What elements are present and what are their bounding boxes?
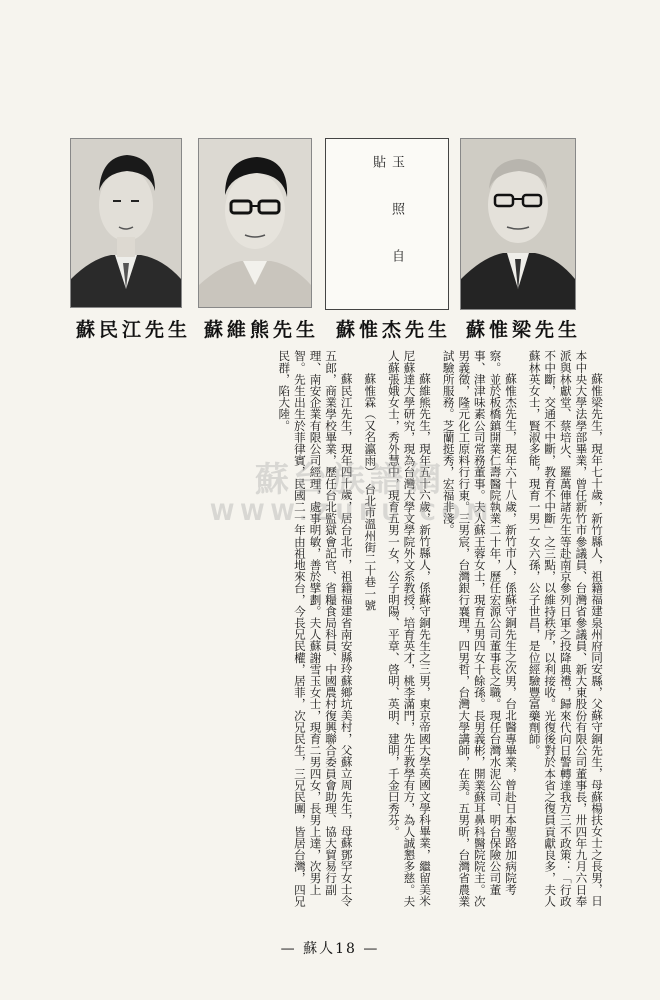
portrait-image bbox=[461, 139, 575, 309]
biography-text bbox=[62, 350, 604, 910]
page-number: — 蘇人18 — bbox=[280, 941, 380, 957]
biography-paragraph: 蘇維熊先生，現年五十六歲，新竹縣人，係蘇守銅先生之三男，東京帝國大學英國文學科畢業，繼留美米尼蘇達大學研究，現為台灣大學文學院外文系教授，培育英才，桃李滿門，先生教學有方，為人誠懇多慈。夫人蘇張娥女士，秀外慧中，現育五男一女，公子明陽、平章、啓明、英明、建明，千金曰秀芬。 bbox=[386, 350, 433, 907]
portrait-image bbox=[71, 139, 181, 307]
watermark-text: 蘇台族譜網 bbox=[255, 460, 445, 500]
portrait-image bbox=[199, 139, 311, 307]
address-line: 蘇惟霖（又名瀛雨） 台北市溫州街二十巷一號 bbox=[363, 373, 378, 611]
portrait-photo-4 bbox=[460, 138, 576, 310]
caption-4: 蘇惟梁先生 bbox=[466, 319, 582, 341]
watermark-url: WWW.ZUPU.COM bbox=[210, 501, 495, 526]
photo-mount-placeholder bbox=[325, 138, 449, 310]
biography-paragraph: 蘇惟梁先生，現年七十歲，新竹縣人，祖籍福建泉州府同安縣，父蘇守銅先生，母蘇楊扶女士之長男，日本中央大學法學部畢業，曾任新竹市參議員、台灣省參議員、新大東股份有限公司董事長，卅四年九月六日奉派與林獻堂、蔡培火、羅萬俥諸先生等赴南京參列日軍之投降典禮，歸來代向日警轉達我方三不政策：「行政不中斷，交通不中斷，教育不中斷」之三點，以維持秩序，以利接收。光復後對於本省之復員貢獻良多，夫人蘇林英女士，賢淑多能，現育一男一女六孫，公子世昌，是位經驗豐富藥劑師。 bbox=[527, 350, 604, 907]
portrait-photo-1 bbox=[70, 138, 182, 308]
mount-title: 玉照自貼 bbox=[370, 155, 404, 296]
biography-paragraph: 蘇惟杰先生，現年六十八歲，新竹市人，係蘇守銅先生之次男，台北醫專畢業，曾赴日本聖路加病院考察。並於板橋鎮開業仁壽醫院執業二十年，歷任宏源公司董事長之職。現任台灣水泥公司、明台保險公司董事、津津味素公司常務董事。夫人蘇王蓉女士，現育五男四女十餘孫。長男義彬，開業蘇耳鼻科醫院院主。次男義徵，隆元化工原料行行東。三男宸，台灣銀行襄理，四男哲，台灣大學講師，在美。五男昕，台灣省農業試驗所服務。芝蘭挺秀，宏福非淺。 bbox=[441, 350, 519, 907]
biography-paragraph: 蘇民江先生，現年四十歲，居台北市，祖籍福建省南安縣玲蘇鄉坑美村，父蘇立周先生，母蘇鄧罕女士令五郎，商業學校畢業，歷任台北監獄會記官、省糧食局科員、中國農村復興聯合委員會助理、協大貿易行副理、南安企業有限公司經理，處事明敏，善於擘劃。夫人蘇謝雪玉女士，現育二男四女，長男上達，次男上智。先生出生於菲律賓，民國二一年由祖地來台，今長兄民權，居菲，次兄民生，三兄民團，皆居台灣，四兄民群，陷大陸。 bbox=[277, 350, 354, 907]
portrait-photo-2 bbox=[198, 138, 312, 308]
caption-2: 蘇維熊先生 bbox=[204, 319, 320, 341]
caption-1: 蘇民江先生 bbox=[76, 319, 192, 341]
caption-3: 蘇惟杰先生 bbox=[336, 319, 452, 341]
